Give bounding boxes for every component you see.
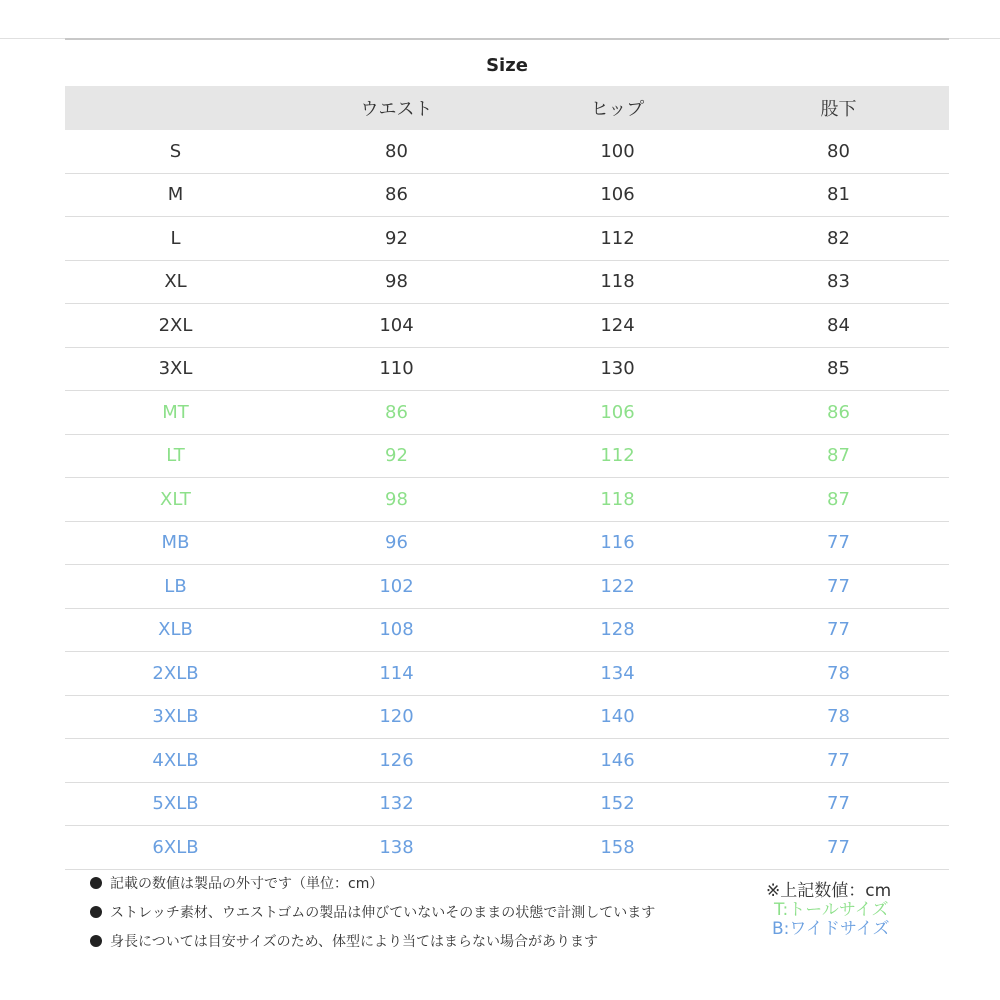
note-item xyxy=(90,874,730,903)
table-row xyxy=(65,434,949,478)
table-top-divider xyxy=(65,38,949,40)
hip-cell: 116 xyxy=(507,521,728,565)
hip-cell: 122 xyxy=(507,565,728,609)
size-cell: 3XL xyxy=(65,347,286,391)
table-row xyxy=(65,565,949,609)
hip-cell: 118 xyxy=(507,478,728,522)
hip-cell: 124 xyxy=(507,304,728,348)
table-row xyxy=(65,521,949,565)
size-cell: LB xyxy=(65,565,286,609)
size-table xyxy=(65,86,949,870)
size-cell: L xyxy=(65,217,286,261)
table-row xyxy=(65,826,949,870)
bullet-dot-icon xyxy=(90,906,102,918)
inseam-cell: 77 xyxy=(728,565,949,609)
table-row xyxy=(65,347,949,391)
table-row xyxy=(65,391,949,435)
waist-cell: 126 xyxy=(286,739,507,783)
waist-cell: 98 xyxy=(286,478,507,522)
size-cell: 5XLB xyxy=(65,782,286,826)
size-cell: XLT xyxy=(65,478,286,522)
size-cell: 2XL xyxy=(65,304,286,348)
inseam-cell: 77 xyxy=(728,608,949,652)
table-row xyxy=(65,130,949,173)
inseam-cell: 87 xyxy=(728,434,949,478)
waist-cell: 98 xyxy=(286,260,507,304)
table-row xyxy=(65,173,949,217)
size-cell: 4XLB xyxy=(65,739,286,783)
notes-list xyxy=(90,874,730,961)
size-legend xyxy=(766,882,966,939)
legend-unit: ※上記数値：cm xyxy=(766,881,892,901)
size-cell: MT xyxy=(65,391,286,435)
table-row xyxy=(65,478,949,522)
header-size xyxy=(65,86,286,130)
table-header-row xyxy=(65,86,949,130)
waist-cell: 120 xyxy=(286,695,507,739)
header-inseam: 股下 xyxy=(728,86,949,130)
hip-cell: 158 xyxy=(507,826,728,870)
table-row xyxy=(65,782,949,826)
size-cell: MB xyxy=(65,521,286,565)
table-row xyxy=(65,652,949,696)
legend-wide: B:ワイドサイズ xyxy=(772,919,890,939)
size-cell: XLB xyxy=(65,608,286,652)
waist-cell: 80 xyxy=(286,130,507,173)
hip-cell: 152 xyxy=(507,782,728,826)
inseam-cell: 83 xyxy=(728,260,949,304)
table-row xyxy=(65,304,949,348)
waist-cell: 92 xyxy=(286,434,507,478)
table-row xyxy=(65,217,949,261)
size-cell: 2XLB xyxy=(65,652,286,696)
inseam-cell: 80 xyxy=(728,130,949,173)
header-hip: ヒップ xyxy=(507,86,728,130)
waist-cell: 138 xyxy=(286,826,507,870)
waist-cell: 104 xyxy=(286,304,507,348)
waist-cell: 110 xyxy=(286,347,507,391)
table-body xyxy=(65,130,949,869)
hip-cell: 130 xyxy=(507,347,728,391)
size-cell: S xyxy=(65,130,286,173)
inseam-cell: 77 xyxy=(728,739,949,783)
chart-title: Size xyxy=(486,55,528,76)
size-cell: 3XLB xyxy=(65,695,286,739)
table-row xyxy=(65,260,949,304)
inseam-cell: 84 xyxy=(728,304,949,348)
note-text: ストレッチ素材、ウエストゴムの製品は伸びていないそのままの状態で計測しています xyxy=(110,905,656,921)
waist-cell: 108 xyxy=(286,608,507,652)
waist-cell: 86 xyxy=(286,391,507,435)
size-cell: XL xyxy=(65,260,286,304)
table-row xyxy=(65,608,949,652)
waist-cell: 92 xyxy=(286,217,507,261)
inseam-cell: 81 xyxy=(728,173,949,217)
inseam-cell: 77 xyxy=(728,521,949,565)
hip-cell: 140 xyxy=(507,695,728,739)
waist-cell: 86 xyxy=(286,173,507,217)
bullet-dot-icon xyxy=(90,935,102,947)
inseam-cell: 87 xyxy=(728,478,949,522)
inseam-cell: 78 xyxy=(728,652,949,696)
waist-cell: 102 xyxy=(286,565,507,609)
hip-cell: 106 xyxy=(507,173,728,217)
inseam-cell: 86 xyxy=(728,391,949,435)
size-cell: M xyxy=(65,173,286,217)
hip-cell: 100 xyxy=(507,130,728,173)
table-row xyxy=(65,739,949,783)
header-waist: ウエスト xyxy=(286,86,507,130)
inseam-cell: 77 xyxy=(728,782,949,826)
size-cell: 6XLB xyxy=(65,826,286,870)
waist-cell: 96 xyxy=(286,521,507,565)
note-text: 記載の数値は製品の外寸です（単位：cm） xyxy=(110,876,384,892)
table-row xyxy=(65,695,949,739)
waist-cell: 132 xyxy=(286,782,507,826)
note-text: 身長については目安サイズのため、体型により当てはまらない場合があります xyxy=(110,934,599,950)
inseam-cell: 85 xyxy=(728,347,949,391)
legend-tall: T:トールサイズ xyxy=(774,900,889,920)
hip-cell: 112 xyxy=(507,434,728,478)
inseam-cell: 77 xyxy=(728,826,949,870)
size-cell: LT xyxy=(65,434,286,478)
hip-cell: 128 xyxy=(507,608,728,652)
note-item xyxy=(90,903,730,932)
hip-cell: 146 xyxy=(507,739,728,783)
inseam-cell: 78 xyxy=(728,695,949,739)
hip-cell: 118 xyxy=(507,260,728,304)
hip-cell: 134 xyxy=(507,652,728,696)
note-item xyxy=(90,932,730,961)
hip-cell: 112 xyxy=(507,217,728,261)
hip-cell: 106 xyxy=(507,391,728,435)
inseam-cell: 82 xyxy=(728,217,949,261)
bullet-dot-icon xyxy=(90,877,102,889)
waist-cell: 114 xyxy=(286,652,507,696)
